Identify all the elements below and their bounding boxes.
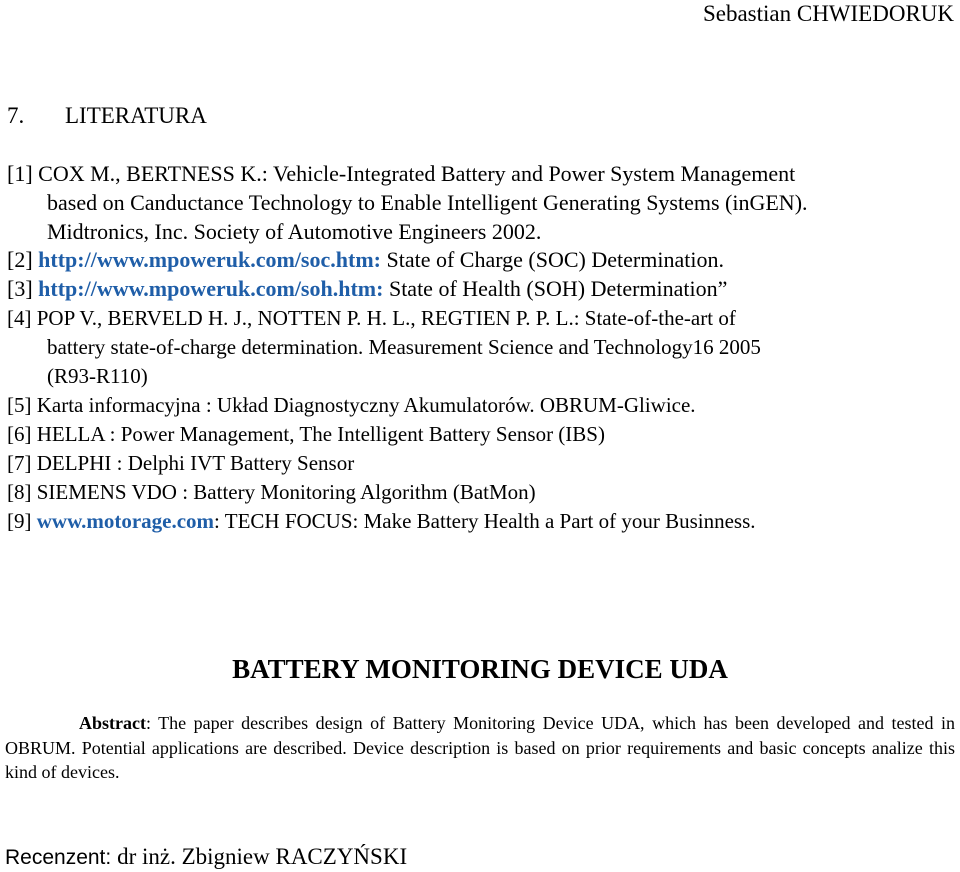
abstract-text: : The paper describes design of Battery Monitoring Device UDA, which has been developed and tested in OBRUM. Potential applications are described. Device description is based on prior requirements and basic concepts analize this kind of devices. xyxy=(5,713,955,782)
reference-2 xyxy=(7,246,724,274)
reference-1-line-3: Midtronics, Inc. Society of Automotive Engineers 2002. xyxy=(47,219,542,244)
reference-4-line-2: battery state-of-charge determination. Measurement Science and Technology16 2005 xyxy=(47,335,761,359)
reference-4-line-3: (R93-R110) xyxy=(47,364,148,388)
reference-5: [5] Karta informacyjna : Układ Diagnostyczny Akumulatorów. OBRUM-Gliwice. xyxy=(7,393,696,417)
section-number: 7. xyxy=(7,103,25,128)
reference-3-text: State of Health (SOH) Determination” xyxy=(383,276,728,301)
reference-4-line-1: [4] POP V., BERVELD H. J., NOTTEN P. H. L., REGTIEN P. P. L.: State-of-the-art of xyxy=(7,306,736,330)
reference-9-label: [9] xyxy=(7,509,32,533)
reference-1-line-1: [1] COX M., BERTNESS K.: Vehicle-Integrated Battery and Power System Management xyxy=(7,161,796,186)
section-heading xyxy=(7,102,207,130)
abstract-label: Abstract xyxy=(79,713,146,733)
abstract-paragraph xyxy=(5,711,955,785)
article-title: BATTERY MONITORING DEVICE UDA xyxy=(232,654,728,684)
reference-6: [6] HELLA : Power Management, The Intelligent Battery Sensor (IBS) xyxy=(7,422,605,446)
reference-9-link[interactable]: www.motorage.com xyxy=(36,509,215,533)
reference-7: [7] DELPHI : Delphi IVT Battery Sensor xyxy=(7,451,355,475)
reference-2-label: [2] xyxy=(7,247,33,272)
reference-3-link[interactable]: http://www.mpoweruk.com/soh.htm: xyxy=(38,276,384,301)
reference-3 xyxy=(7,275,727,303)
reviewer-name: dr inż. Zbigniew RACZYŃSKI xyxy=(117,844,408,869)
reference-8: [8] SIEMENS VDO : Battery Monitoring Algorithm (BatMon) xyxy=(7,480,536,504)
reviewer-line xyxy=(5,843,407,872)
reference-3-label: [3] xyxy=(7,276,33,301)
section-title: LITERATURA xyxy=(65,103,207,128)
author-header: Sebastian CHWIEDORUK xyxy=(702,1,954,26)
reference-1-line-2: based on Canductance Technology to Enable Intelligent Generating Systems (inGEN). xyxy=(47,190,808,215)
reference-2-text: State of Charge (SOC) Determination. xyxy=(380,247,724,272)
reference-2-link[interactable]: http://www.mpoweruk.com/soc.htm: xyxy=(38,247,381,272)
reference-9-text: : TECH FOCUS: Make Battery Health a Part of your Businness. xyxy=(214,509,756,533)
reference-9 xyxy=(7,507,756,535)
reviewer-label: Recenzent: xyxy=(5,846,118,869)
